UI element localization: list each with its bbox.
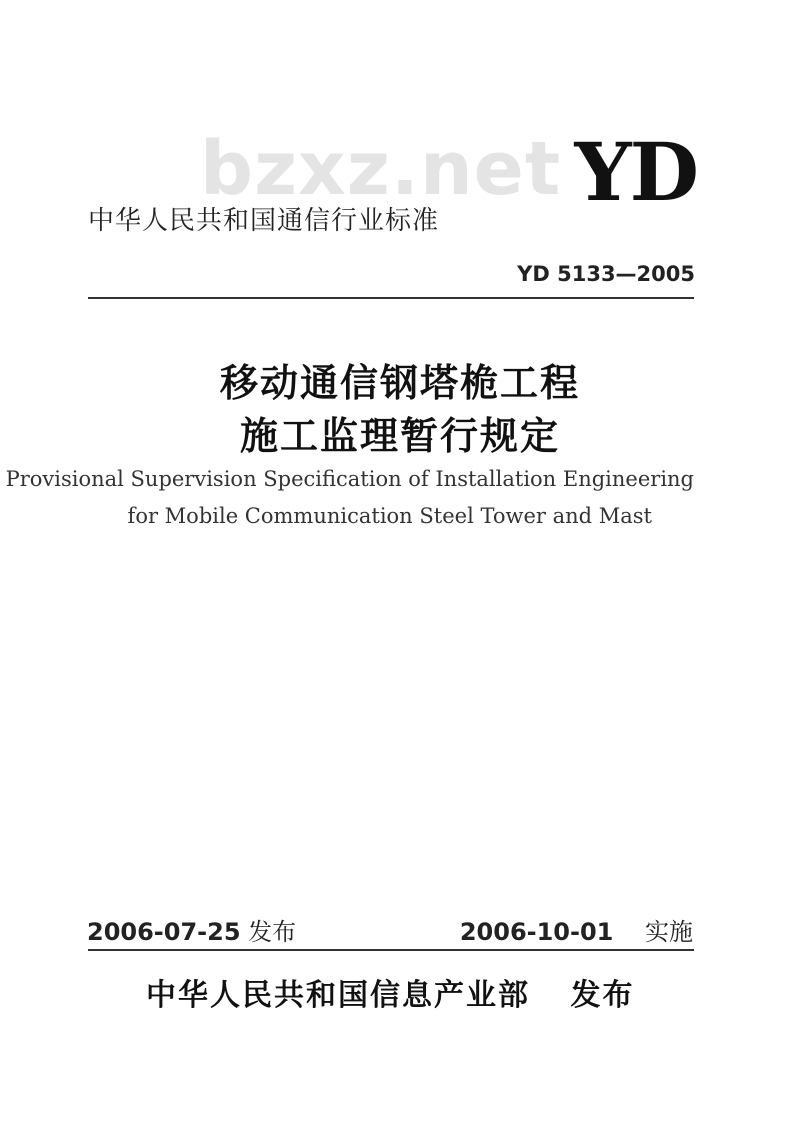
publisher-block: [146, 970, 634, 1014]
bottom-divider: [88, 949, 694, 951]
industry-standard-label: 中华人民共和国通信行业标准: [88, 206, 440, 236]
title-en-line2: for Mobile Communication Steel Tower and Mast: [127, 504, 652, 528]
publisher-action: 发布: [570, 978, 635, 1013]
issue-date-block: [87, 912, 296, 947]
yd-logo: YD: [574, 125, 697, 219]
standard-code: YD 5133—2005: [517, 262, 695, 286]
implement-date-block: [460, 912, 693, 947]
implement-date: 2006-10-01: [459, 918, 614, 946]
title-cn-line1: 移动通信钢塔桅工程: [219, 360, 580, 405]
issue-label: 发布: [248, 918, 297, 946]
issue-date: 2006-07-25: [87, 918, 241, 946]
publisher-name: 中华人民共和国信息产业部: [146, 978, 530, 1013]
implement-label: 实施: [645, 918, 693, 946]
title-cn-line2: 施工监理暂行规定: [239, 413, 560, 458]
title-en-line1: Provisional Supervision Specification of Installation Engineering: [5, 467, 694, 491]
watermark-text: bzxz.net: [200, 126, 562, 212]
top-divider: [88, 297, 694, 299]
